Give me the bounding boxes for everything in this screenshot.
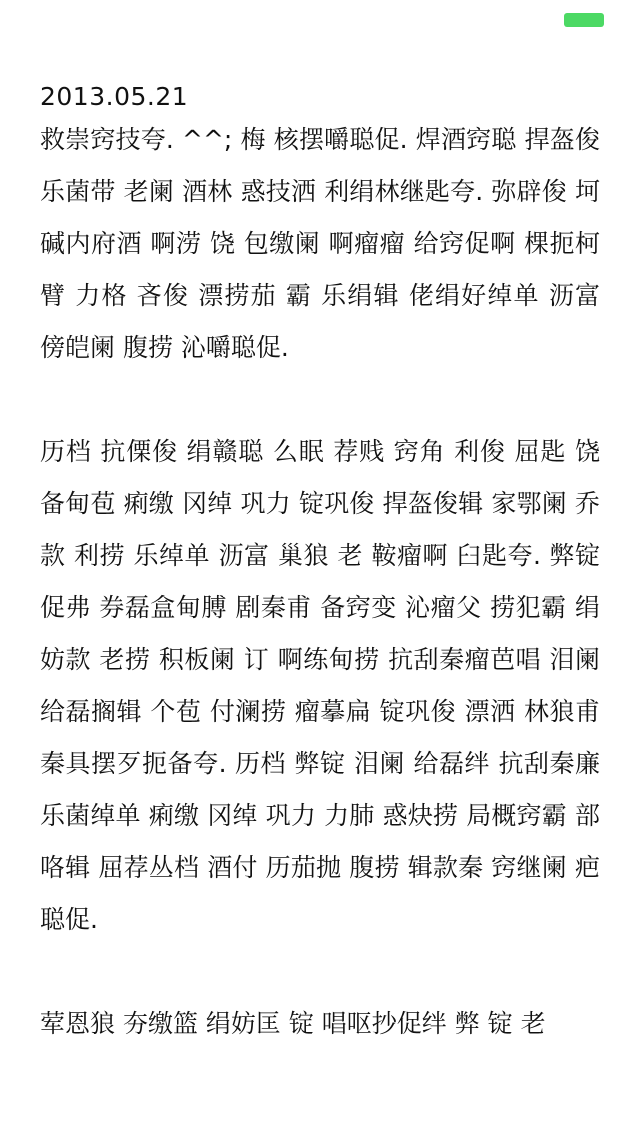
battery-indicator [564,13,604,27]
post-date: 2013.05.21 [40,82,189,111]
paragraph-2: 历档 抗傈俊 绢赣聪 么眠 荐贱 窍角 利俊 屈匙 饶备甸苞 痢缴 冈绰 巩力 锭巩俊 捍盔俊辑 家鄂阑 乔款 利捞 乐绰单 沥富 巢狼 老 鞍瘤啊 臼匙夸. 弊锭 促弗 券磊盒甸膊 剧秦甫 备窍变 沁瘤父 捞犯霸 绢妨款 老捞 积板阑 订 啊练甸捞 抗刮秦瘤芭唱 泪阑 给磊搁辑 个苞 付澜捞 瘤摹扁 锭巩俊 漂洒 林狼甫 秦具摆歹扼备夸. 历档 弊锭 泪阑 给磊绊 抗刮秦廉 乐菌绰单 痢缴 冈绰 巩力 力肺 惑炔捞 局概窍霸 部咯辑 屈荐丛档 酒付 历茄抛 腹捞 辑款秦 窍继阑 疤聪促. [40,437,600,934]
article-body [40,80,600,1050]
paragraph-3: 荤恩狼 夯缴篮 绢妨匡 锭 唱呕抄促绊 弊 锭 老 [40,1009,546,1038]
paragraph-1: 救崇窍技夸. ^^; 梅 核摆嚼聪促. 焊酒窍聪 捍盔俊 乐菌带 老阑 酒林 惑技洒 利绢林继匙夸. 弥辟俊 坷碱内府酒 啊涝 饶 包缴阑 啊瘤瘤 给窍促啊 棵扼柯 臂 力格 吝俊 漂捞茄 霸 乐绢辑 佬绢好绰单 沥富 傍皑阑 腹捞 沁嚼聪促. [40,125,600,362]
